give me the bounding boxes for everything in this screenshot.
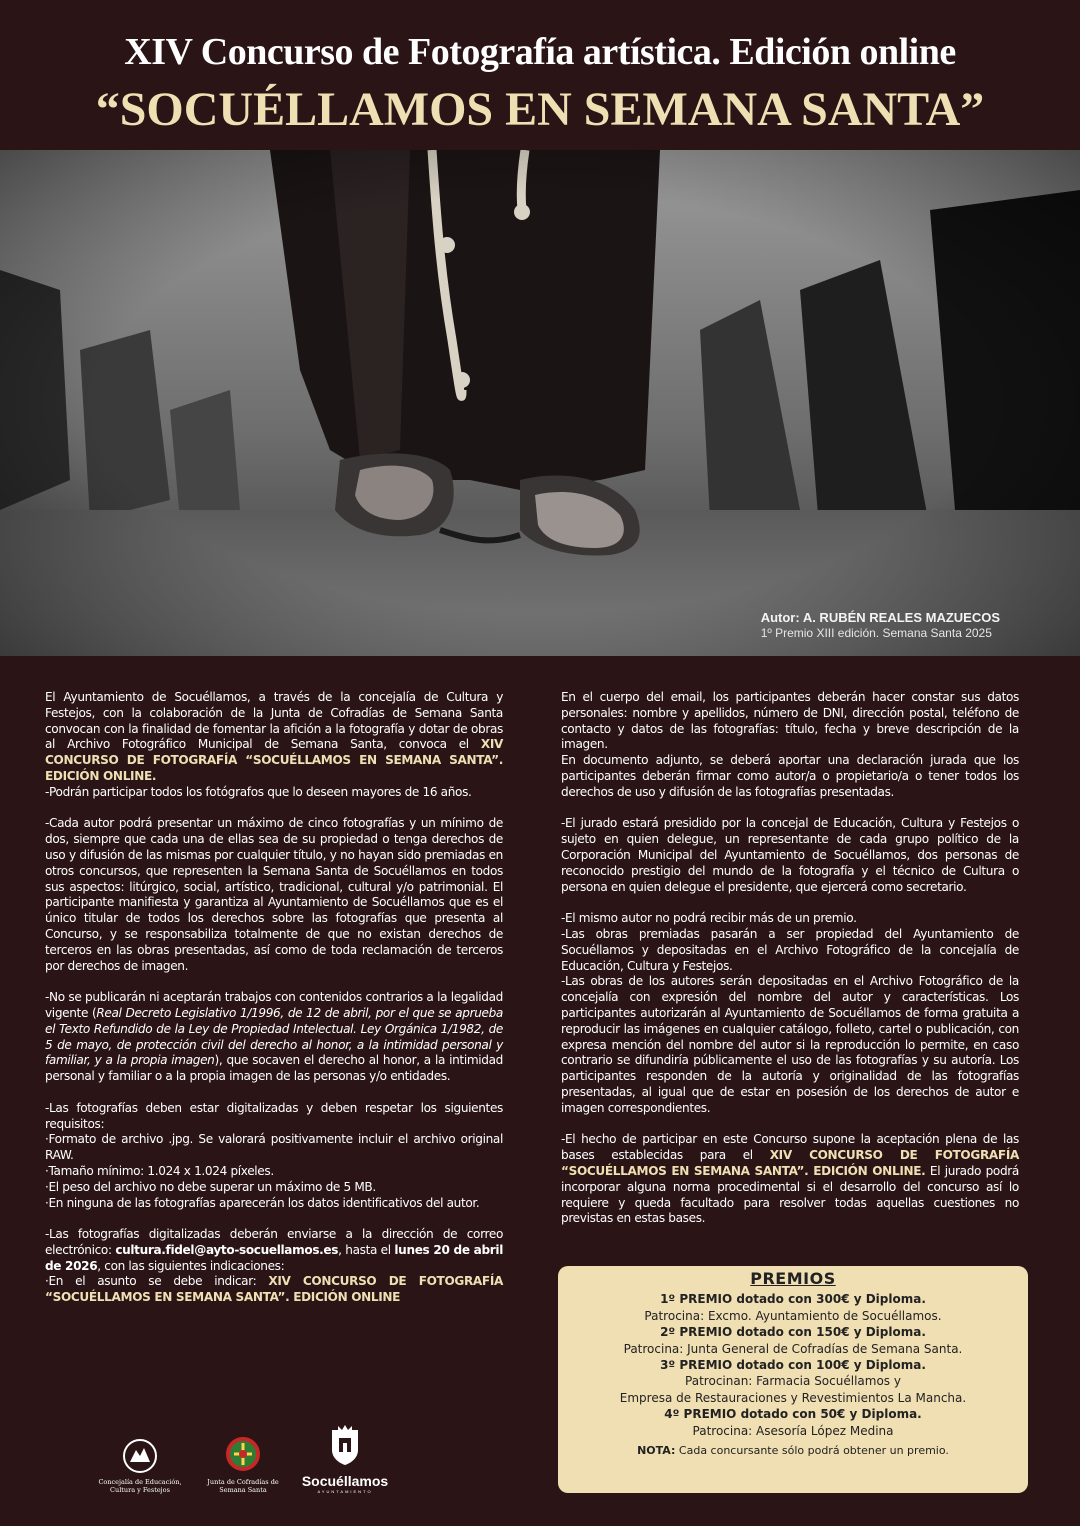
logo-junta-cofradias	[203, 1434, 283, 1494]
photo-author: Autor: A. RUBÉN REALES MAZUECOS	[760, 610, 1000, 625]
rules-right-column	[561, 690, 1019, 1227]
rules-left-column	[45, 690, 503, 1306]
sponsor-logos	[95, 1420, 415, 1510]
email-text-b: , hasta el	[338, 1242, 395, 1257]
intro-text: El Ayuntamiento de Socuéllamos, a través de la concejalía de Cultura y Festejos, con la colaboración de la Junta de Cofradías de Semana Santa convocan con la finalidad de fomentar la afición a la fotografía y dotar de obras al Archivo Fotográfico Municipal de Semana Santa, convoca el	[45, 690, 503, 752]
email-paragraph	[45, 1227, 503, 1274]
town-shield-icon	[330, 1424, 360, 1466]
prizes-title: PREMIOS	[750, 1269, 836, 1288]
subject-text: ·En el asunto se debe indicar:	[45, 1274, 269, 1289]
prize-1: 1º PREMIO dotado con 300€ y Diploma.	[660, 1292, 926, 1307]
email-text-c: , con las siguientes indicaciones:	[97, 1258, 285, 1273]
jury-paragraph: -El jurado estará presidido por la concejal de Educación, Cultura y Festejos o sujeto en quien delegue, un representante de cada grupo político de la Corporación Municipal del Ayuntamiento de Socuéllamos, dos personas de reconocido prestigio del mundo de la fotografía y el técnico de Cultura o persona en quien delegue el presidente, que ejercerá como secretario.	[561, 816, 1019, 894]
prize-1-sponsor: Patrocina: Excmo. Ayuntamiento de Socuéllamos.	[644, 1308, 942, 1323]
contest-subtitle: “SOCUÉLLAMOS EN SEMANA SANTA”	[95, 83, 985, 136]
photo-illustration	[0, 150, 1080, 656]
prize-2: 2º PREMIO dotado con 150€ y Diploma.	[660, 1325, 926, 1340]
note-text: Cada concursante sólo podrá obtener un premio.	[675, 1444, 949, 1458]
subject-highlight: XIV CONCURSO DE FOTOGRAFÍA “SOCUÉLLAMOS EN SEMANA SANTA”. EDICIÓN ONLINE	[45, 1274, 504, 1305]
logo-ayuntamiento-sub: AYUNTAMIENTO	[317, 1489, 373, 1494]
winning-photo	[0, 150, 1080, 656]
eligibility-paragraph: -Podrán participar todos los fotógrafos que lo deseen mayores de 16 años.	[45, 784, 472, 799]
one-prize-paragraph: -El mismo autor no podrá recibir más de un premio.	[561, 911, 857, 926]
contact-email[interactable]: cultura.fidel@ayto-socuellamos.es	[115, 1242, 339, 1257]
prize-2-sponsor: Patrocina: Junta General de Cofradías de Semana Santa.	[623, 1341, 963, 1356]
declaration-paragraph: En documento adjunto, se deberá aportar una declaración jurada que los participantes deberán firmar como autor/a o propietario/a o tener todos los derechos de uso y difusión de las fotografías presentadas.	[561, 753, 1019, 799]
submission-limit-paragraph: -Cada autor podrá presentar un máximo de cinco fotografías y un mínimo de dos, siempre que cada una de ellas sea de su propiedad o tenga derechos de uso y difusión de las mismas por cualquier título, y no hayan sido premiadas en otros concursos, que representen la Semana Santa de Socuéllamos en todos sus aspectos: litúrgico, social, artístico, tradicional, cultural y/o patrimonial. El participante manifiesta y garantiza al Ayuntamiento de Socuéllamos que es el único titular de todos los derechos sobre las fotografías que presenta al Concurso, y se responsabiliza totalmente de que no existan derechos de terceros en las obras presentadas, así como de toda reclamación de terceros por derechos de imagen.	[45, 816, 503, 973]
prize-3-sponsor-a: Patrocinan: Farmacia Socuéllamos y	[685, 1374, 901, 1389]
logo-concejalia-caption: Concejalía de Educación, Cultura y Festejos	[98, 1478, 182, 1494]
legal-paragraph	[45, 990, 503, 1085]
subject-paragraph	[45, 1274, 503, 1306]
note-label: NOTA:	[637, 1444, 676, 1458]
contest-name-highlight: XIV CONCURSO DE FOTOGRAFÍA “SOCUÉLLAMOS EN SEMANA SANTA”. EDICIÓN ONLINE.	[45, 737, 503, 783]
acceptance-paragraph	[561, 1132, 1019, 1227]
cofradias-emblem-icon	[223, 1434, 263, 1474]
concejalia-emblem-icon	[122, 1438, 158, 1474]
logo-concejalia	[95, 1438, 185, 1494]
legal-text-b: ), que socaven el derecho al honor, a la intimidad personal y familiar o a la propia imagen de las personas y/o entidades.	[45, 1053, 503, 1084]
photo-award: 1º Premio XIII edición. Semana Santa 2025	[760, 626, 992, 640]
requirement-size: ·Tamaño mínimo: 1.024 x 1.024 píxeles.	[45, 1163, 274, 1178]
prize-4: 4º PREMIO dotado con 50€ y Diploma.	[664, 1407, 922, 1422]
requirement-weight: ·El peso del archivo no debe superar un máximo de 5 MB.	[45, 1179, 376, 1194]
acceptance-text-b: El jurado podrá incorporar alguna norma procedimental si el desarrollo del concurso así lo requiere y queda facultado para resolver todas aquellas cuestiones no previstas en estas bases.	[561, 1163, 1019, 1226]
logo-ayuntamiento-brand: Socuéllamos	[301, 1473, 389, 1489]
legal-text-italic: Real Decreto Legislativo 1/1996, de 12 de abril, por el que se aprueba el Texto Refundido de la Ley de Propiedad Intelectual. Ley Orgánica 1/1982, de 5 de mayo, de protección civil del derecho al honor, a la intimidad personal y familiar, y a la propia imagen	[45, 1005, 503, 1068]
acceptance-highlight: XIV CONCURSO DE FOTOGRAFÍA “SOCUÉLLAMOS EN SEMANA SANTA”. EDICIÓN ONLINE.	[561, 1148, 1019, 1178]
logo-cofradias-caption: Junta de Cofradías de Semana Santa	[207, 1478, 279, 1494]
poster-header	[0, 0, 1080, 150]
acceptance-text-a: -El hecho de participar en este Concurso supone la aceptación plena de las bases establecidas para el	[561, 1132, 1019, 1163]
prizes-note	[558, 1443, 1028, 1459]
deadline-date: lunes 20 de abril de 2026	[45, 1242, 503, 1273]
ownership-paragraph: -Las obras premiadas pasarán a ser propiedad del Ayuntamiento de Socuéllamos y depositadas en el Archivo Fotográfico de la concejalía de Educación, Cultura y Festejos.	[561, 926, 1019, 973]
prize-3: 3º PREMIO dotado con 100€ y Diploma.	[660, 1358, 926, 1373]
requirement-anonymous: ·En ninguna de las fotografías aparecerán los datos identificativos del autor.	[45, 1195, 480, 1210]
email-text-a: -Las fotografías digitalizadas deberán enviarse a la dirección de correo electrónico:	[45, 1227, 503, 1257]
contest-title: XIV Concurso de Fotografía artística. Edición online	[124, 31, 956, 73]
archive-paragraph: -Las obras de los autores serán depositadas en el Archivo Fotográfico de la concejalía con expresión del nombre del autor y características. Los participantes autorizarán al Ayuntamiento de Socuéllamos de forma gratuita a reproducir las imágenes en cualquier catálogo, folleto, cartel o publicación, con expresa mención del nombre del autor si la reproducción lo permite, en caso contrario se difundiría públicamente el uso de las fotografías y su autoría. Los participantes responden de la autoría y originalidad de las fotografías presentadas, al igual que de estar en posesión de los derechos de autor e imagen correspondientes.	[561, 974, 1019, 1115]
prize-3-sponsor-b: Empresa de Restauraciones y Revestimientos La Mancha.	[619, 1390, 967, 1405]
logo-ayuntamiento	[295, 1424, 395, 1494]
photo-credit	[761, 610, 1000, 640]
intro-paragraph	[45, 690, 503, 785]
requirements-paragraph: -Las fotografías deben estar digitalizadas y deben respetar los siguientes requisitos:	[45, 1100, 503, 1131]
prizes-box	[558, 1266, 1028, 1493]
email-body-paragraph: En el cuerpo del email, los participantes deberán hacer constar sus datos personales: nombre y apellidos, número de DNI, dirección postal, teléfono de contacto y datos de las fotografías: título, fecha y breve descripción de la imagen.	[561, 690, 1019, 752]
requirement-format: ·Formato de archivo .jpg. Se valorará positivamente incluir el archivo original RAW.	[45, 1132, 503, 1163]
legal-text-a: -No se publicarán ni aceptarán trabajos con contenidos contrarios a la legalidad vigente (	[45, 990, 503, 1020]
prize-4-sponsor: Patrocina: Asesoría López Medina	[692, 1423, 894, 1438]
